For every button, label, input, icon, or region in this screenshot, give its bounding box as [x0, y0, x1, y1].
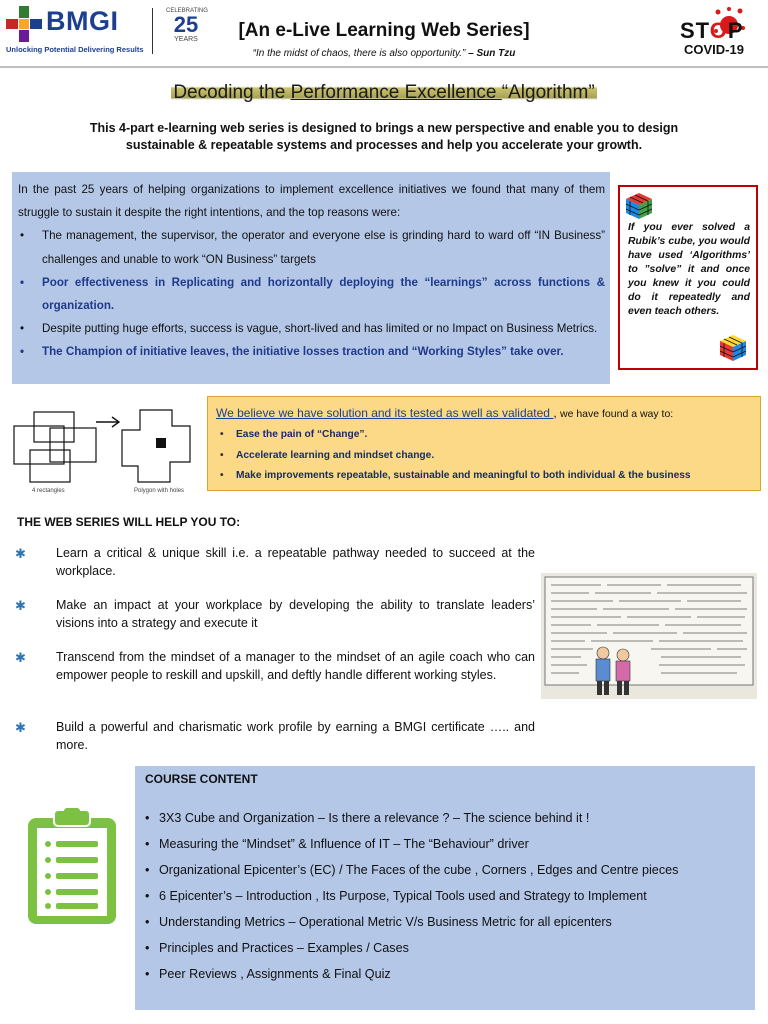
solution-heading-underlined: We believe we have solution and its tested as well as validated	[216, 406, 554, 420]
asterisk-bullet-icon: ✱	[15, 546, 26, 561]
series-title: [An e-Live Learning Web Series]	[238, 20, 530, 41]
stop-word-o: O	[709, 18, 728, 43]
help-item	[15, 649, 535, 701]
helps-list	[15, 545, 535, 771]
rubiks-cube-icon	[624, 191, 654, 221]
rubiks-cube-icon	[718, 333, 748, 363]
help-item	[15, 545, 535, 579]
help-item-text: Make an impact at your workplace by developing the ability to translate leaders’ visions into a strategy and execute it	[56, 598, 535, 630]
rectangles-to-polygon-diagram	[12, 404, 202, 498]
rubik-text: If you ever solved a Rubik’s cube, you would have used ‘Algorithms’ to ”solve” it and once you knew it you could do it repeatedly and even teach others.	[628, 222, 750, 317]
course-item: • 6 Epicenter’s – Introduction , Its Purpose, Typical Tools used and Strategy to Implement	[145, 883, 745, 909]
main-title-underlined: Performance Excellence	[290, 82, 502, 103]
help-item-text: Learn a critical & unique skill i.e. a repeatable pathway needed to succeed at the workplace.	[56, 546, 535, 578]
solution-heading	[216, 404, 752, 423]
diagram-label-right: Polygon with holes	[134, 488, 185, 494]
rectangles-diagram-icon	[12, 404, 202, 494]
main-title-prefix: Decoding the	[173, 82, 291, 103]
stop-word	[680, 18, 744, 44]
course-content-list	[145, 805, 745, 987]
help-item	[15, 719, 535, 753]
quote-text: “In the midst of chaos, there is also opportunity.”	[252, 48, 466, 59]
header-divider	[0, 66, 768, 68]
solution-box	[207, 396, 761, 491]
rubik-callout	[618, 185, 758, 370]
course-item: • Measuring the “Mindset” & Influence of IT – The “Behaviour” driver	[145, 831, 745, 857]
course-item: • Understanding Metrics – Operational Metric V/s Business Metric for all epicenters	[145, 909, 745, 935]
header-quote	[0, 48, 768, 59]
challenges-paragraph: In the past 25 years of helping organizations to implement excellence initiatives we found that many of them struggle to sustain it despite the right intentions, and the top reasons were:	[18, 183, 605, 220]
solution-heading-comma: ,	[553, 406, 560, 420]
solution-item: • Make improvements repeatable, sustainable and meaningful to both individual & the business	[216, 466, 752, 487]
celebrating-label: CELEBRATING	[166, 8, 208, 14]
diagram-label-left: 4 rectangles	[32, 488, 65, 494]
solution-list	[216, 425, 752, 487]
solution-item: • Ease the pain of “Change”.	[216, 425, 752, 446]
intro-paragraph: This 4-part e-learning web series is designed to brings a new perspective and enable you to design sustainable & repeatable systems and processes and help you accelerate your growth.	[89, 121, 679, 152]
course-item: • Organizational Epicenter’s (EC) / The Faces of the cube , Corners , Edges and Centre pieces	[145, 857, 745, 883]
help-item-text: Build a powerful and charismatic work profile by earning a BMGI certificate ….. and more.	[56, 720, 535, 752]
stop-word-part1: ST	[680, 18, 710, 43]
help-item	[15, 597, 535, 631]
course-item: • Principles and Practices – Examples / Cases	[145, 935, 745, 961]
challenge-item: • The Champion of initiative leaves, the initiative losses traction and “Working Styles” take over.	[18, 340, 605, 363]
asterisk-bullet-icon: ✱	[15, 720, 26, 735]
quote-author: – Sun Tzu	[465, 48, 516, 59]
celebrating-years: YEARS	[174, 36, 198, 43]
solution-item: • Accelerate learning and mindset change.	[216, 446, 752, 467]
logo-tagline: Unlocking Potential Delivering Results	[6, 45, 144, 54]
course-content-heading: COURSE CONTENT	[145, 772, 258, 786]
helps-heading: THE WEB SERIES WILL HELP YOU TO:	[17, 515, 241, 529]
covid-label: COVID-19	[684, 42, 744, 57]
challenges-box	[12, 172, 610, 384]
course-item: • 3X3 Cube and Organization – Is there a relevance ? – The science behind it !	[145, 805, 745, 831]
asterisk-bullet-icon: ✱	[15, 650, 26, 665]
help-item-text: Transcend from the mindset of a manager to the mindset of an agile coach who can empower people to reskill and upskill, and deftly handle different working styles.	[56, 650, 535, 682]
asterisk-bullet-icon: ✱	[15, 598, 26, 613]
solution-heading-small: we have found a way to:	[559, 408, 674, 420]
stop-covid-logo	[676, 6, 762, 62]
challenges-list	[18, 224, 605, 363]
main-title-highlight	[171, 82, 596, 103]
logo-name: BMGI	[46, 6, 119, 36]
course-item: • Peer Reviews , Assignments & Final Quiz	[145, 961, 745, 987]
equations-board-cartoon-image	[541, 573, 757, 699]
celebrating-number: 25	[173, 12, 199, 37]
clipboard-checklist-icon	[26, 808, 118, 926]
challenge-item: • The management, the supervisor, the operator and everyone else is grinding hard to ward off “IN Business” challenges and unable to work “ON Business” targets	[18, 224, 605, 270]
challenge-item: • Despite putting huge efforts, success is vague, short-lived and has limited or no Impact on Business Metrics.	[18, 317, 605, 340]
main-title-suffix: “Algorithm”	[501, 82, 595, 103]
course-content-box	[135, 766, 755, 1010]
challenge-item: • Poor effectiveness in Replicating and horizontally deploying the “learnings” across functions & organization.	[18, 271, 605, 317]
stop-word-part2: P	[727, 18, 744, 43]
main-title	[0, 82, 768, 104]
